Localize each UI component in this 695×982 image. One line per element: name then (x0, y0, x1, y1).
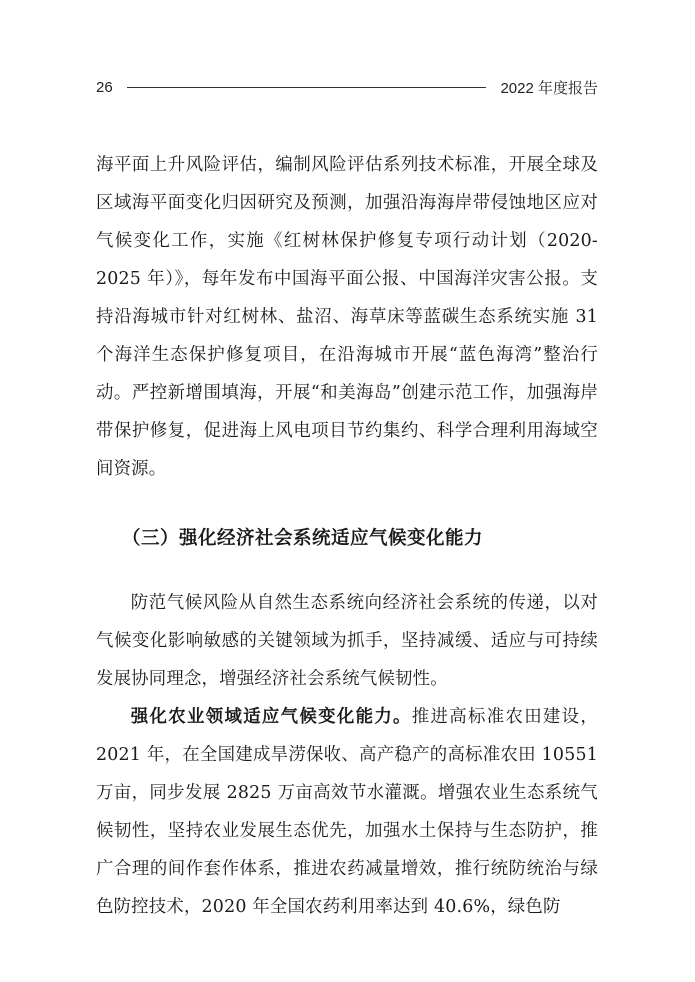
page-body (96, 146, 598, 926)
paragraph-sea-level: 海平面上升风险评估，编制风险评估系列技术标准，开展全球及区域海平面变化归因研究及预测，加强沿海海岸带侵蚀地区应对气候变化工作，实施《红树林保护修复专项行动计划（2020-2025 年）》，每年发布中国海平面公报、中国海洋灾害公报。支持沿海城市针对红树林、盐沼、海草床等蓝碳生态系统实施 31 个海洋生态保护修复项目，在沿海城市开展“蓝色海湾”整治行动。严控新增围填海，开展“和美海岛”创建示范工作，加强海岸带保护修复，促进海上风电项目节约集约、科学合理利用海域空间资源。 (96, 155, 598, 479)
section-heading: （三）强化经济社会系统适应气候变化能力 (122, 528, 484, 549)
paragraph-agriculture (96, 698, 598, 926)
page-number: 26 (96, 78, 113, 96)
paragraph-body: 推进高标准农田建设，2021 年，在全国建成旱涝保收、高产稳产的高标准农田 10551 万亩，同步发展 2825 万亩高效节水灌溉。增强农业生态系统气候韧性，坚持农业发展生态优先，加强水土保持与生态防护，推广合理的间作套作体系，推进农药减量增效，推行统防统治与绿色防控技术，2020 年全国农药利用率达到 40.6%，绿色防 (96, 707, 598, 917)
paragraph-climate-risk: 防范气候风险从自然生态系统向经济社会系统的传递，以对气候变化影响敏感的关键领域为抓手，坚持减缓、适应与可持续发展协同理念，增强经济社会系统气候韧性。 (96, 593, 598, 689)
paragraph-lead: 强化农业领域适应气候变化能力。 (130, 707, 412, 727)
report-title: 2022 年度报告 (500, 79, 598, 97)
header-rule (127, 87, 487, 88)
page-header (96, 76, 598, 98)
